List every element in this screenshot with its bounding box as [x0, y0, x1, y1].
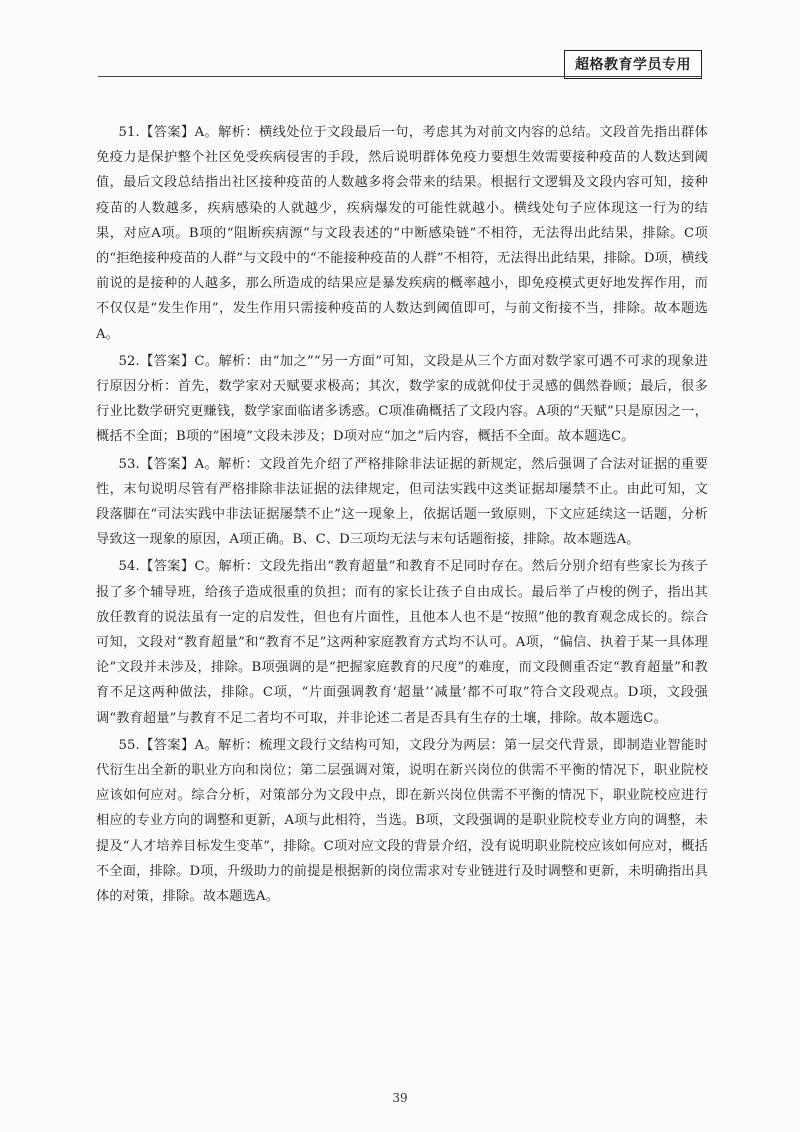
answer-text: 【答案】A。解析：横线处位于文段最后一句，考虑其为对前文内容的总结。文段首先指出群体免疫力是保护整个社区免受疾病侵害的手段，然后说明群体免疫力要想生效需要接种疫苗的人数达到阈值，最后文段总结指出社区接种疫苗的人数越多将会带来的结果。根据行文逻辑及文段内容可知，接种疫苗的人数越多，疾病感染的人就越少，疾病爆发的可能性就越小。横线处句子应体现这一行为的结果，对应A项。B项的“阻断疾病源”与文段表述的“中断感染链”不相符，无法得出此结果，排除。C项的“拒绝接种疫苗的人群”与文段中的“不能接种疫苗的人群”不相符，无法得出此结果，排除。D项，横线前说的是接种的人越多，那么所造成的结果应是暴发疾病的概率越小，即免疫模式更好地发挥作用，而不仅仅是“发生作用”，发生作用只需接种疫苗的人数达到阈值即可，与前文衔接不当，排除。故本题选A。: [96, 125, 708, 342]
page-number: 39: [392, 1091, 408, 1105]
answer-item-53: [96, 452, 708, 553]
answer-item-54: [96, 554, 708, 730]
answer-text: 【答案】C。解析：文段先指出“教育超量”和教育不足同时存在。然后分别介绍有些家长为孩子报了多个辅导班，给孩子造成很重的负担；而有的家长让孩子自由成长。最后举了卢梭的例子，指出其放任教育的说法虽有一定的启发性，但也有片面性，且他本人也不是“按照”他的教育观念成长的。综合可知，文段对“教育超量”和“教育不足”这两种家庭教育方式均不认可。A项，“偏信、执着于某一具体理论”文段并未涉及，排除。B项强调的是“把握家庭教育的尺度”的难度，而文段侧重否定“教育超量”和教育不足这两种做法，排除。C项，“片面强调教育‘超量’‘减量’都不可取”符合文段观点。D项，文段强调“教育超量”与教育不足二者均不可取，并非论述二者是否具有生存的土壤，排除。故本题选C。: [96, 559, 708, 726]
answer-text: 【答案】A。解析：梳理文段行文结构可知，文段分为两层：第一层交代背景，即制造业智能时代衍生出全新的职业方向和岗位；第二层强调对策，说明在新兴岗位的供需不平衡的情况下，职业院校应该如何应对。综合分析，对策部分为文段中点，即在新兴岗位供需不平衡的情况下，职业院校应进行相应的专业方向的调整和更新，A项与此相符，当选。B项，文段强调的是职业院校专业方向的调整，未提及“人才培养目标发生变革”，排除。C项对应文段的背景介绍，没有说明职业院校应该如何应对，概括不全面，排除。D项，升级助力的前提是根据新的岗位需求对专业链进行及时调整和更新，未明确指出具体的对策，排除。故本题选A。: [96, 737, 708, 905]
answer-number: 54.: [118, 559, 140, 575]
answer-number: 53.: [118, 456, 140, 472]
answer-item-51: [96, 120, 708, 347]
answer-explanations: [96, 120, 708, 911]
answer-number: 55.: [118, 737, 140, 753]
answer-item-52: [96, 349, 708, 450]
answer-number: 51.: [118, 125, 140, 140]
header-label: 超格教育学员专用: [564, 50, 702, 79]
answer-number: 52.: [118, 353, 140, 369]
answer-text: 【答案】C。解析：由“加之”“另一方面”可知，文段是从三个方面对数学家可遇不可求的现象进行原因分析：首先，数学家对天赋要求极高；其次，数学家的成就仰仗于灵感的偶然眷顾；最后，很多行业比数学研究更赚钱，数学家面临诸多诱惑。C项准确概括了文段内容。A项的“天赋”只是原因之一，概括不全面；B项的“困境”文段未涉及；D项对应“加之”后内容，概括不全面。故本题选C。: [96, 353, 708, 445]
answer-text: 【答案】A。解析：文段首先介绍了严格排除非法证据的新规定，然后强调了合法对证据的重要性，末句说明尽管有严格排除非法证据的法律规定，但司法实践中这类证据却屡禁不止。由此可知，文段落脚在“司法实践中非法证据屡禁不止”这一现象上，依据话题一致原则，下文应延续这一话题，分析导致这一现象的原因，A项正确。B、C、D三项均无法与末句话题衔接，排除。故本题选A。: [96, 456, 708, 548]
header-divider: [98, 76, 702, 77]
answer-item-55: [96, 733, 708, 909]
